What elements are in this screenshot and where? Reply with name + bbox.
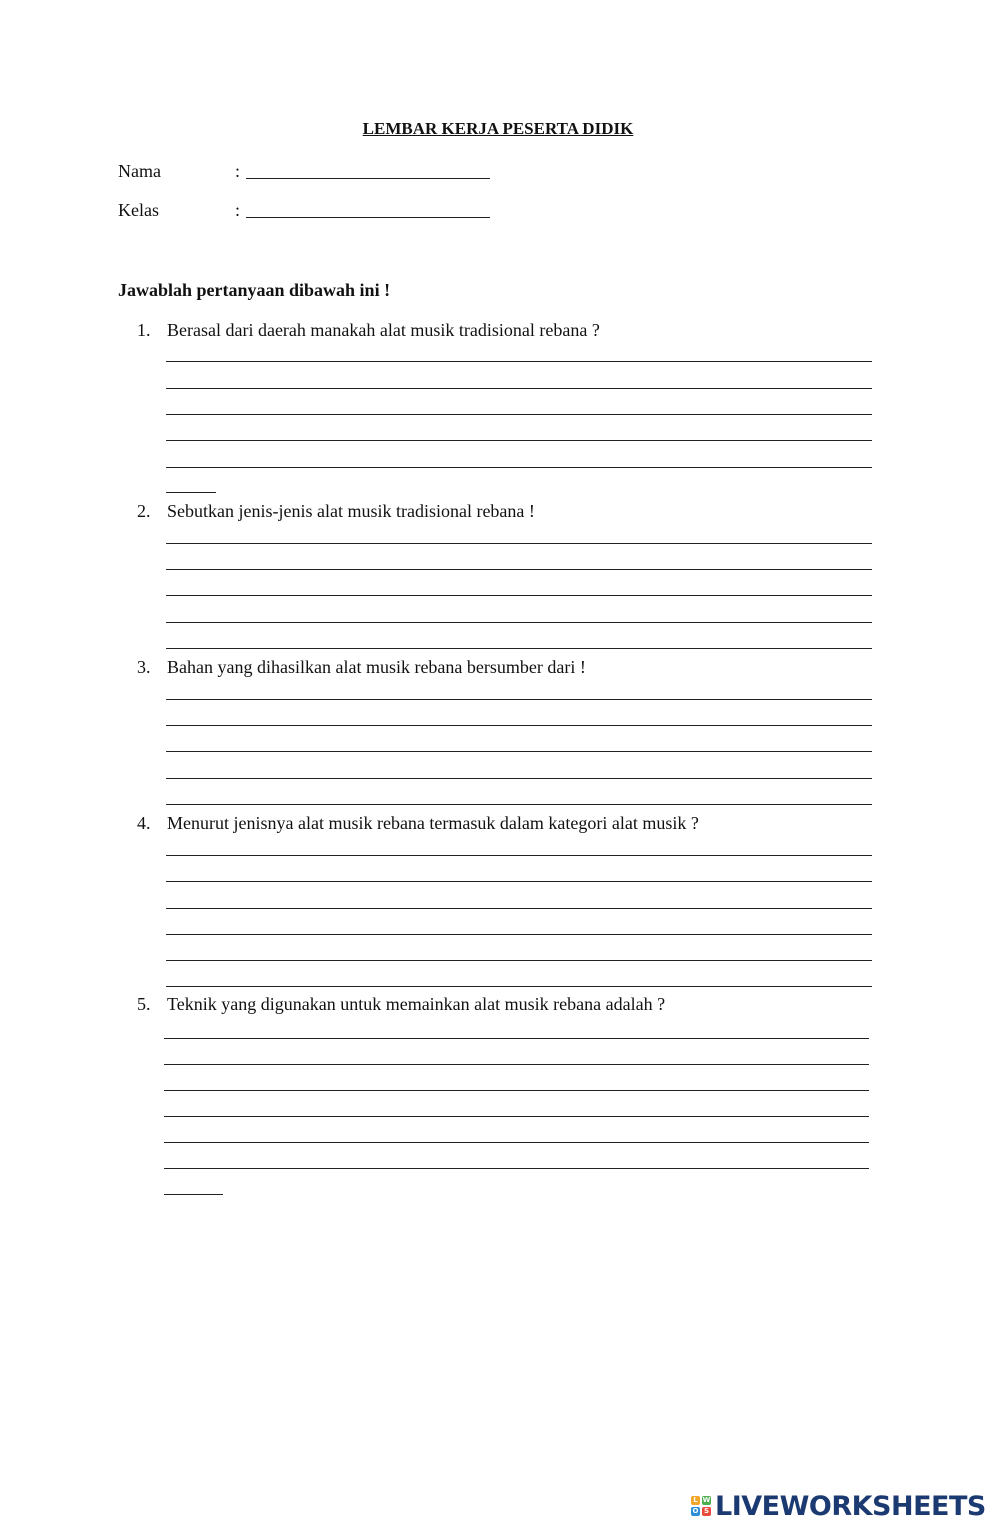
answer-line [164,1168,869,1169]
class-label: Kelas [118,200,159,220]
answer-line [166,699,872,700]
answer-line [166,622,872,623]
answer-line [166,440,872,441]
answer-line [166,934,872,935]
answer-line [166,414,872,415]
class-colon: : [235,200,241,220]
logo-tile: L [691,1496,700,1505]
answer-line [166,804,872,805]
answer-line [166,595,872,596]
name-colon: : [235,161,241,181]
answer-line [164,1194,223,1195]
answer-line [164,1038,869,1039]
logo-tile: O [692,1507,699,1515]
question-5-text: Teknik yang digunakan untuk memainkan alat musik rebana adalah ? [167,994,666,1014]
answer-line [166,492,216,493]
answer-line [166,543,872,544]
answer-line [164,1116,869,1117]
question-2-number: 2. [137,501,151,521]
answer-line [164,1064,869,1065]
question-5-number: 5. [137,994,151,1014]
question-4-text: Menurut jenisnya alat musik rebana termasuk dalam kategori alat musik ? [167,813,699,833]
question-2-text: Sebutkan jenis-jenis alat musik tradisional rebana ! [167,501,535,521]
answer-line [166,388,872,389]
question-3-number: 3. [137,657,151,677]
logo-tile: S [703,1507,710,1515]
answer-line [166,778,872,779]
answer-line [166,361,872,362]
name-label: Nama [118,161,161,181]
answer-line [166,881,872,882]
answer-line [164,1090,869,1091]
page-title: LEMBAR KERJA PESERTA DIDIK [362,119,634,138]
answer-line [166,569,872,570]
logo-tile: W [702,1496,711,1504]
answer-line [166,467,872,468]
answer-line [166,725,872,726]
liveworksheets-logo [691,1489,991,1523]
answer-line [166,648,872,649]
instruction: Jawablah pertanyaan dibawah ini ! [118,280,391,300]
question-3-text: Bahan yang dihasilkan alat musik rebana bersumber dari ! [167,657,586,677]
name-input-line[interactable] [246,178,490,179]
logo-tiles-icon [691,1496,711,1516]
question-4-number: 4. [137,813,151,833]
question-1-text: Berasal dari daerah manakah alat musik tradisional rebana ? [167,320,600,340]
answer-line [164,1142,869,1143]
answer-line [166,855,872,856]
question-1-number: 1. [137,320,151,340]
class-input-line[interactable] [246,217,490,218]
answer-line [166,986,872,987]
answer-line [166,960,872,961]
answer-line [166,751,872,752]
answer-line [166,908,872,909]
logo-text: LIVEWORKSHEETS [715,1490,986,1522]
